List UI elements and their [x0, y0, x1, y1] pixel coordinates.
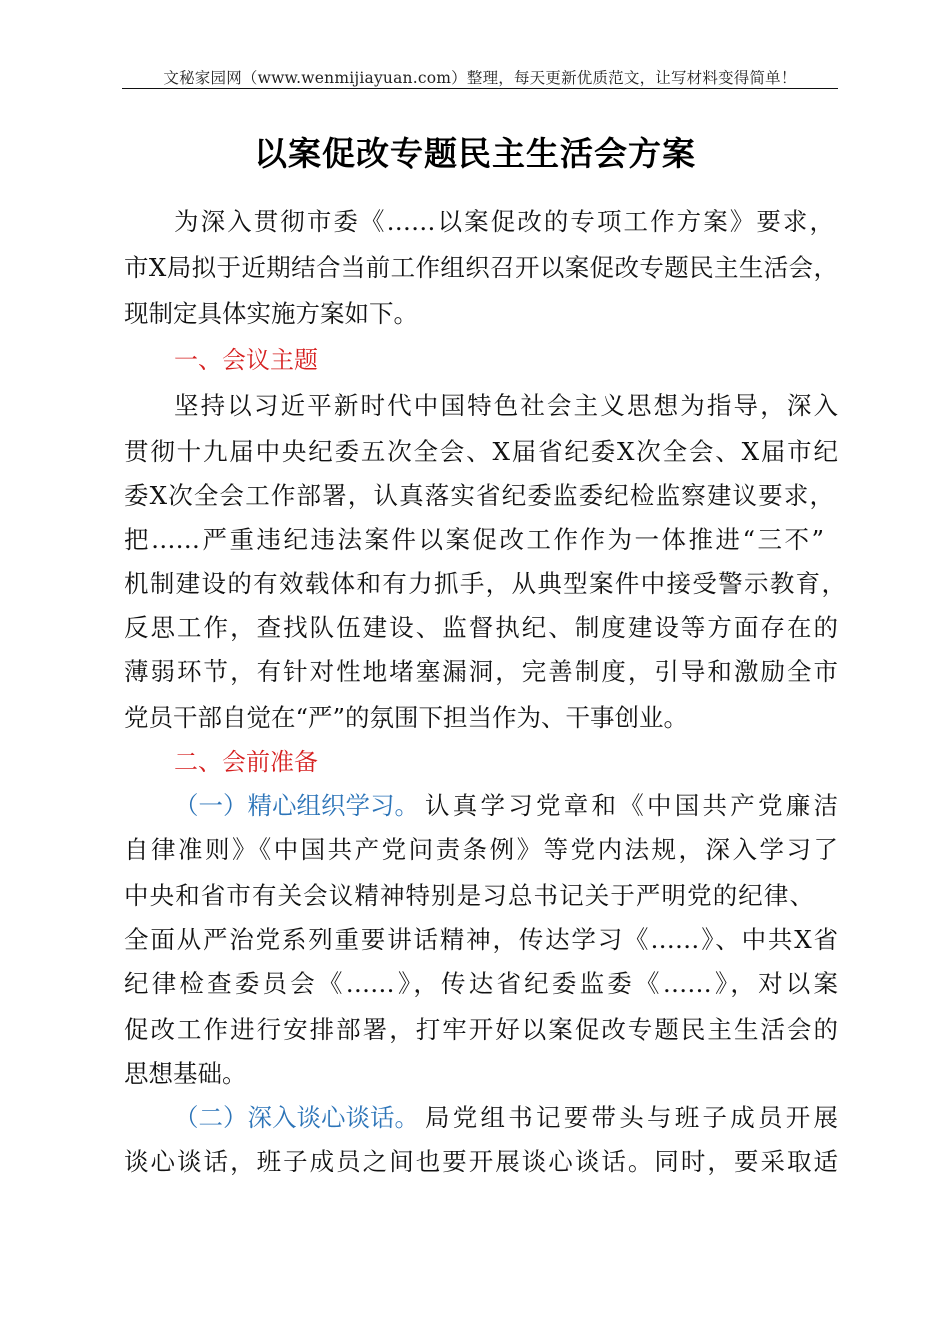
document-title: 以案促改专题民主生活会方案 — [254, 134, 696, 173]
item1-line: 中央和省市有关会议精神特别是习总书记关于严明党的纪律、 — [124, 881, 814, 910]
item1-line: 自律准则》《中国共产党问责条例》等党内法规，深入学习了 — [124, 835, 838, 864]
section-heading: 一、会议主题 — [174, 346, 318, 374]
item1-line: 纪律检查委员会《……》，传达省纪委监委《……》，对以案 — [124, 969, 838, 998]
section1-line: 委X次全会工作部署，认真落实省纪委监委纪检监察建议要求， — [124, 481, 834, 510]
section1-line: 贯彻十九届中央纪委五次全会、X届省纪委X次全会、X届市纪 — [124, 437, 838, 466]
item1-line: 思想基础。 — [124, 1059, 247, 1088]
section1-line: 薄弱环节，有针对性地堵塞漏洞，完善制度，引导和激励全市 — [124, 657, 838, 686]
item1-line: 全面从严治党系列重要讲话精神，传达学习《……》、中共X省 — [124, 925, 838, 954]
intro-line: 市X局拟于近期结合当前工作组织召开以案促改专题民主生活会， — [124, 253, 838, 282]
section1-line: 把……严重违纪违法案件以案促改工作作为一体推进“三不” — [124, 525, 824, 554]
intro-line: 为深入贯彻市委《……以案促改的专项工作方案》要求， — [174, 207, 834, 236]
item2-line: 谈心谈话，班子成员之间也要开展谈心谈话。同时，要采取适 — [124, 1147, 838, 1176]
section1-line: 反思工作，查找队伍建设、监督执纪、制度建设等方面存在的 — [124, 613, 838, 642]
item2-first-text: 局党组书记要带头与班子成员开展 — [425, 1103, 838, 1132]
item1-line: 促改工作进行安排部署，打牢开好以案促改专题民主生活会的 — [124, 1015, 838, 1044]
header-rule — [122, 88, 838, 89]
section-heading: 二、会前准备 — [174, 748, 318, 776]
section1-line: 党员干部自觉在“严”的氛围下担当作为、干事创业。 — [124, 703, 689, 732]
item1-first-line — [174, 784, 838, 828]
item1-label: （一）精心组织学习。 — [174, 791, 419, 820]
intro-line: 现制定具体实施方案如下。 — [124, 299, 418, 328]
item2-label: （二）深入谈心谈话。 — [174, 1103, 419, 1132]
item1-first-text: 认真学习党章和《中国共产党廉洁 — [425, 791, 838, 820]
section1-line: 坚持以习近平新时代中国特色社会主义思想为指导，深入 — [174, 391, 838, 420]
section1-line: 机制建设的有效载体和有力抓手，从典型案件中接受警示教育， — [124, 569, 846, 598]
item2-first-line — [174, 1096, 838, 1140]
header-text: 文秘家园网（www.wenmijiayuan.com）整理，每天更新优质范文，让写材料变得简单！ — [163, 69, 797, 87]
